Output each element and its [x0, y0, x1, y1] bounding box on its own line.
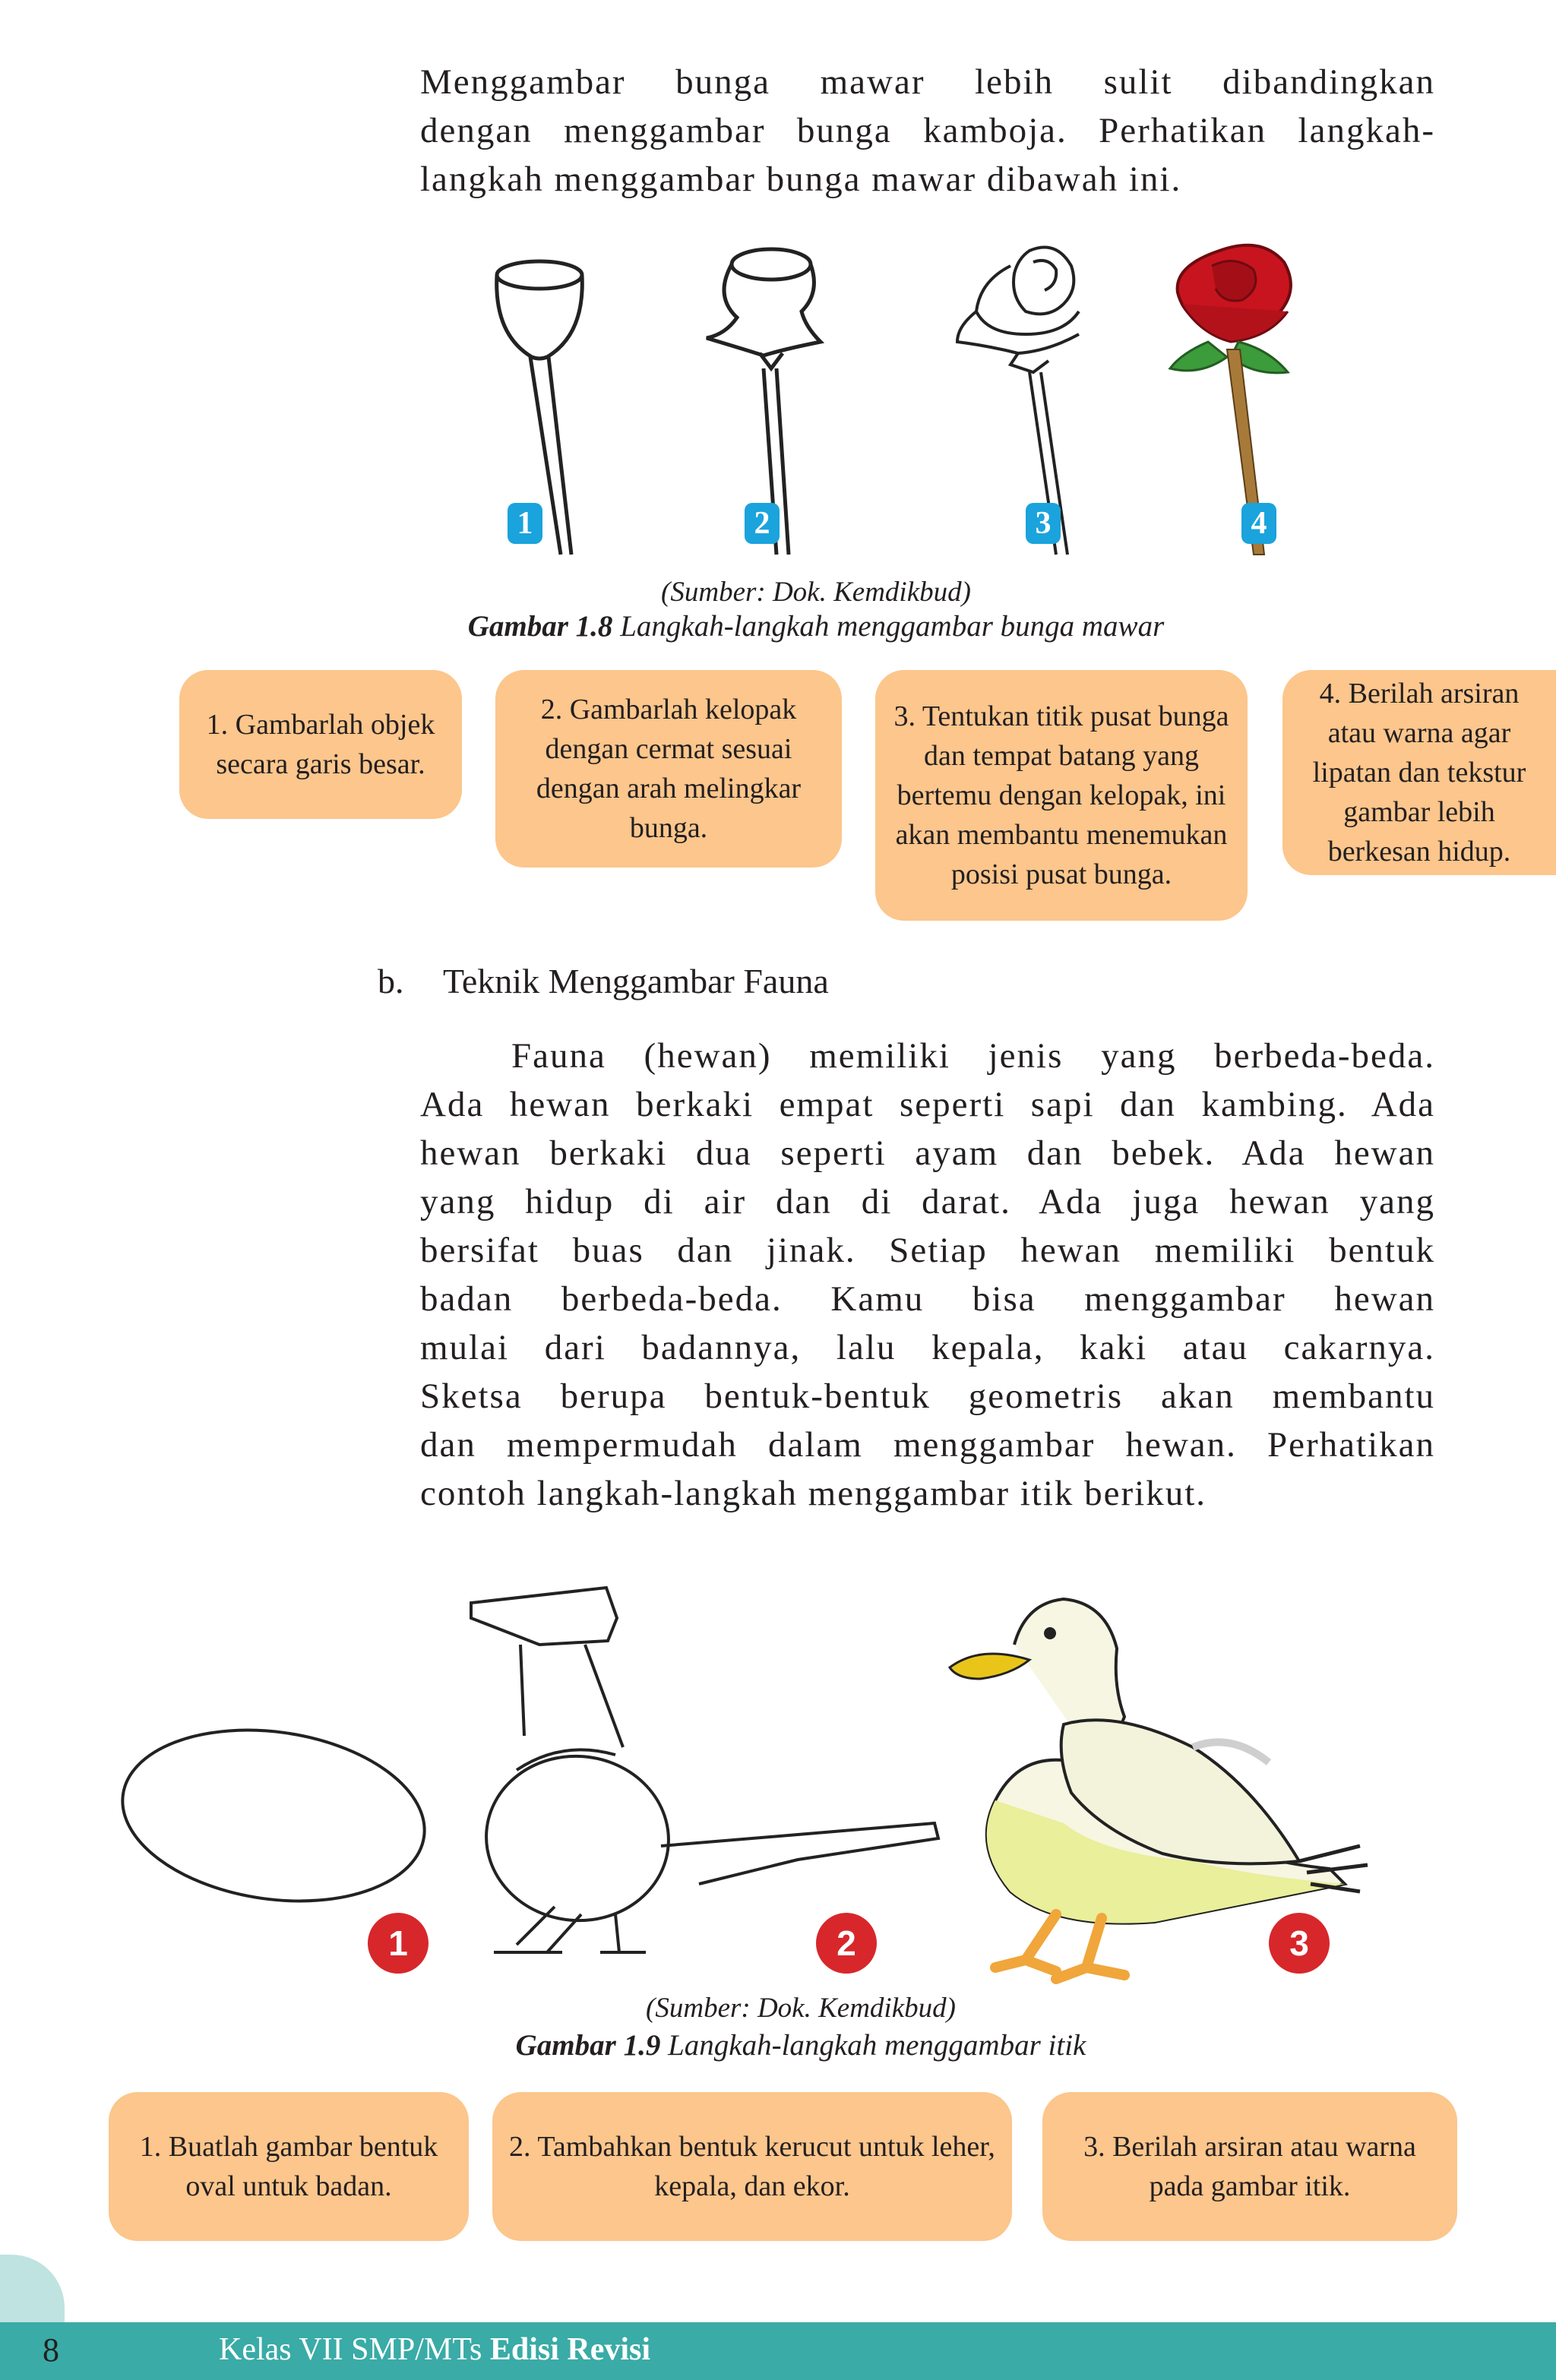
duck-caption-text: Langkah-langkah menggambar itik [660, 2029, 1086, 2062]
duck-step-badge: 1 [368, 1913, 429, 1974]
section-b-letter: b. [378, 962, 404, 1000]
rose-step-box-2: 2. Gambarlah kelopak dengan cermat sesuai dengan arah melingkar bunga. [495, 670, 842, 868]
fauna-line: contoh langkah-langkah menggambar itik berikut. [420, 1474, 1207, 1513]
duck-step-box-1: 1. Buatlah gambar bentuk oval untuk badan. [109, 2092, 469, 2241]
rose-step-badge: 2 [745, 503, 780, 544]
rose-steps-illustration [425, 220, 1368, 570]
duck-figure-caption [23, 2028, 1556, 2062]
fauna-paragraph [420, 1032, 1435, 1518]
page-number: 8 [43, 2331, 59, 2369]
fauna-line: dan mempermudah dalam menggambar hewan. Perhatikan [420, 1425, 1435, 1465]
footer-edition: Edisi Revisi [489, 2332, 651, 2367]
rose-step-badge: 3 [1026, 503, 1061, 544]
fauna-line: hewan berkaki dua seperti ayam dan bebek. Ada hewan [420, 1133, 1435, 1173]
intro-line: langkah menggambar bunga mawar dibawah ini. [420, 160, 1182, 199]
duck-caption-label: Gambar 1.9 [515, 2029, 661, 2062]
rose-step-box-3: 3. Tentukan titik pusat bunga dan tempat batang yang bertemu dengan kelopak, ini akan membantu menemukan posisi pusat bunga. [875, 670, 1248, 921]
intro-paragraph [420, 58, 1435, 204]
section-b-heading [378, 961, 829, 1001]
rose-caption-text: Langkah-langkah menggambar bunga mawar [612, 610, 1165, 643]
rose-caption-label: Gambar 1.8 [467, 610, 613, 643]
rose-step-3-drawing [957, 248, 1079, 555]
rose-figure-caption [38, 609, 1556, 643]
rose-step-box-4: 4. Berilah arsiran atau warna agar lipatan dan tekstur gambar lebih berkesan hidup. [1282, 670, 1556, 875]
intro-line: Menggambar bunga mawar lebih sulit dibandingkan [420, 62, 1435, 102]
rose-figure-source: (Sumber: Dok. Kemdikbud) [661, 577, 971, 608]
duck-steps-illustration [114, 1572, 1436, 1998]
duck-step-2-drawing [471, 1588, 938, 1952]
duck-step-box-3: 3. Berilah arsiran atau warna pada gambar itik. [1042, 2092, 1457, 2241]
fauna-line: badan berbeda-beda. Kamu bisa menggambar hewan [420, 1279, 1435, 1319]
fauna-line: bersifat buas dan jinak. Setiap hewan memiliki bentuk [420, 1231, 1435, 1270]
section-b-title: Teknik Menggambar Fauna [443, 962, 829, 1000]
duck-step-badge: 2 [816, 1913, 877, 1974]
rose-drawing-steps-figure [425, 220, 1368, 570]
intro-line: dengan menggambar bunga kamboja. Perhatikan langkah- [420, 111, 1435, 150]
footer-book-title: Kelas VII SMP/MTs Edisi Revisi [219, 2332, 651, 2367]
duck-drawing-steps-figure [114, 1572, 1436, 1998]
duck-step-box-2: 2. Tambahkan bentuk kerucut untuk leher, kepala, dan ekor. [492, 2092, 1012, 2241]
fauna-line: mulai dari badannya, lalu kepala, kaki atau cakarnya. [420, 1328, 1435, 1367]
duck-figure-source: (Sumber: Dok. Kemdikbud) [646, 1993, 956, 2024]
rose-step-box-1: 1. Gambarlah objek secara garis besar. [179, 670, 462, 819]
rose-step-badge: 1 [508, 503, 542, 544]
duck-step-1-drawing [114, 1712, 435, 1920]
fauna-line: Fauna (hewan) memiliki jenis yang berbeda-beda. [511, 1036, 1435, 1076]
rose-step-badge: 4 [1241, 503, 1276, 544]
duck-step-badge: 3 [1269, 1913, 1330, 1974]
fauna-line: Ada hewan berkaki empat seperti sapi dan kambing. Ada [420, 1085, 1435, 1124]
fauna-line: Sketsa berupa bentuk-bentuk geometris akan membantu [420, 1376, 1435, 1416]
fauna-line: yang hidup di air dan di darat. Ada juga hewan yang [420, 1182, 1435, 1222]
